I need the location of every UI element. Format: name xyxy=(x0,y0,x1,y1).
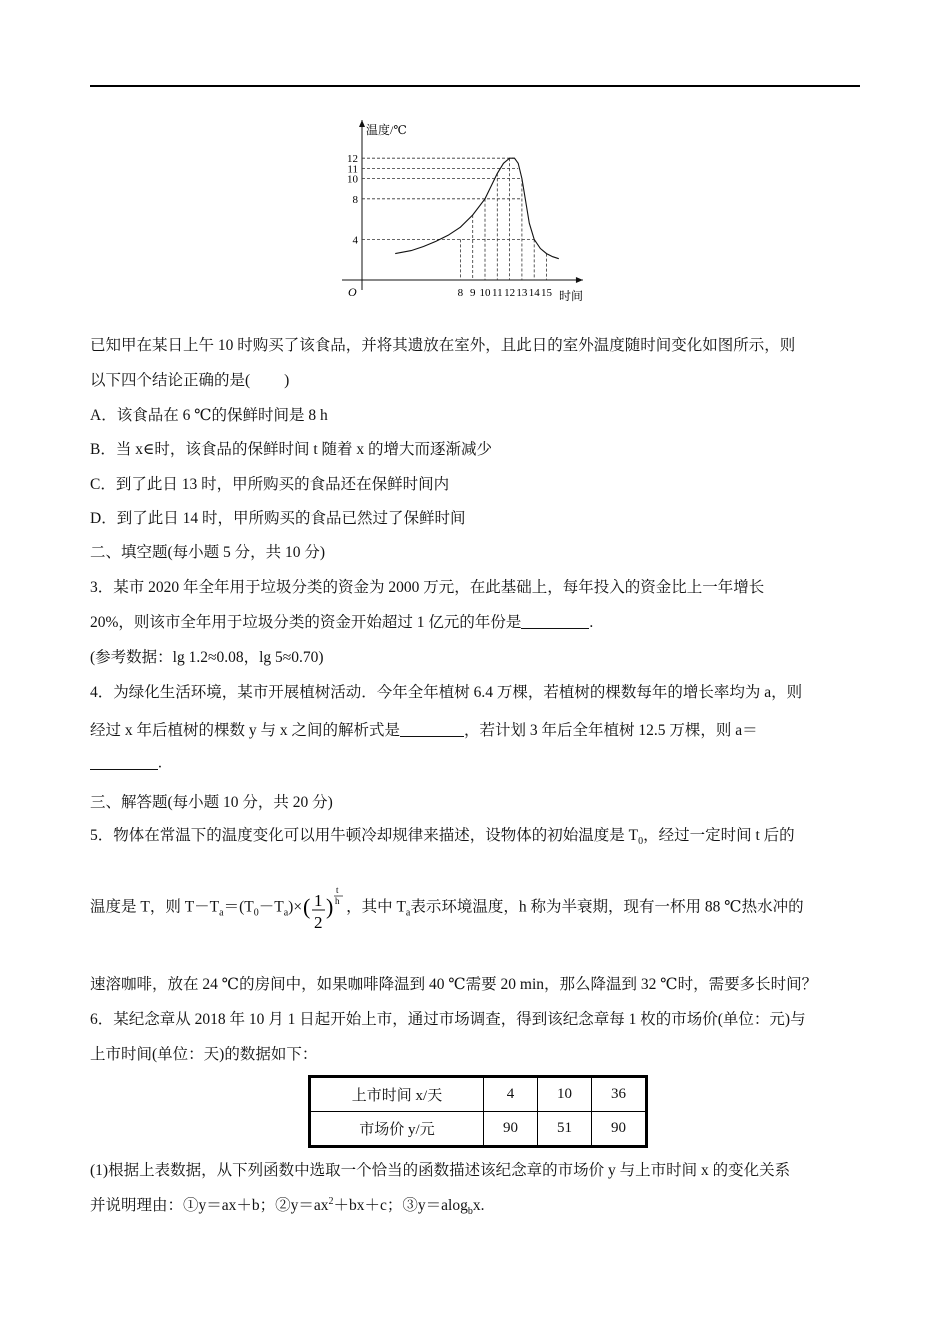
q4-blank-2 xyxy=(90,753,158,770)
table-cell: 51 xyxy=(538,1112,592,1147)
q5-formula-d: )× xyxy=(288,898,303,916)
q6-line-2: 上市时间(单位：天)的数据如下： xyxy=(90,1046,318,1063)
x-tick-label: 13 xyxy=(516,287,528,299)
q5-text-b: ，经过一定时间 t 后的 xyxy=(643,827,795,844)
frac-numerator: 1 xyxy=(314,891,323,910)
y-tick-label: 8 xyxy=(352,193,358,206)
q5-line-1 xyxy=(90,823,795,847)
intro-line-2 xyxy=(90,368,289,390)
q6-part1-line-2 xyxy=(90,1193,484,1217)
q3-text: 20%，则该市全年用于垃圾分类的资金开始超过 1 亿元的年份是 xyxy=(90,614,522,631)
q5-formula-a: 温度是 T，则 T－T xyxy=(90,898,220,916)
origin-label: O xyxy=(348,285,357,299)
y-tick-label: 12 xyxy=(347,153,358,166)
temperature-curve xyxy=(395,158,559,259)
q5-sub-a1: a xyxy=(219,907,224,919)
q5-sub-0: 0 xyxy=(638,836,644,848)
table-header-time: 上市时间 x/天 xyxy=(310,1077,484,1112)
y-tick-label: 10 xyxy=(347,173,358,186)
x-tick-label: 11 xyxy=(492,287,503,299)
q4-text-b: ，若计划 3 年后全年植树 12.5 万棵，则 a＝ xyxy=(464,722,758,739)
q3-reference: (参考数据：lg 1.2≈0.08，lg 5≈0.70) xyxy=(90,649,324,666)
q5-line-2 xyxy=(90,885,804,932)
q5-formula-e: ，其中 T xyxy=(346,898,406,916)
q5-sub-02: 0 xyxy=(253,907,259,919)
q5-line-3: 速溶咖啡，放在 24 ℃的房间中，如果咖啡降温到 40 ℃需要 20 min，那么降温到 32 ℃时，需要多长时间？ xyxy=(90,976,818,993)
q3-line-2 xyxy=(90,610,593,632)
half-power-fraction xyxy=(302,885,346,932)
y-tick-label: 11 xyxy=(347,163,358,176)
q4-line-3 xyxy=(90,753,162,773)
q6-line-1: 6．某纪念章从 2018 年 10 月 1 日起开始上市，通过市场调查，得到该纪念章每 1 枚的市场价(单位：元)与 xyxy=(90,1011,806,1028)
x-tick-label: 10 xyxy=(479,287,491,299)
q6-sup-2: 2 xyxy=(328,1195,334,1207)
y-tick-label: 4 xyxy=(352,234,358,247)
q3-period: . xyxy=(589,614,594,631)
option-b: B．当 x∈时，该食品的保鲜时间 t 随着 x 的增大而逐渐减少 xyxy=(90,441,492,458)
q6-part1-line-1: (1)根据上表数据，从下列函数中选取一个恰当的函数描述该纪念章的市场价 y 与上市时间 x 的变化关系 xyxy=(90,1162,791,1179)
q6-func-b: ＋bx＋c；③y＝alog xyxy=(333,1197,468,1214)
x-axis-arrow xyxy=(576,277,583,283)
table-row xyxy=(310,1112,647,1147)
table-cell: 4 xyxy=(484,1077,538,1112)
header-rule xyxy=(90,85,860,87)
q6-sub-b: b xyxy=(467,1206,473,1218)
table-cell: 10 xyxy=(538,1077,592,1112)
q5-sub-a2: a xyxy=(283,907,289,919)
q4-text-a: 经过 x 年后植树的棵数 y 与 x 之间的解析式是 xyxy=(90,722,401,739)
q5-text-a: 5．物体在常温下的温度变化可以用牛顿冷却规律来描述，设物体的初始温度是 T xyxy=(90,827,639,844)
y-axis-arrow xyxy=(359,120,365,127)
table-cell: 90 xyxy=(484,1112,538,1147)
exp-numerator: t xyxy=(336,885,339,895)
table-row xyxy=(310,1077,647,1112)
x-tick-label: 9 xyxy=(469,287,476,299)
chart-layer xyxy=(342,120,583,303)
q4-blank-1 xyxy=(400,721,464,738)
table-cell: 36 xyxy=(592,1077,647,1112)
q3-line-1: 3．某市 2020 年全年用于垃圾分类的资金为 2000 万元，在此基础上，每年投入的资金比上一年增长 xyxy=(90,579,765,596)
x-tick-label: 14 xyxy=(528,287,540,299)
x-axis-label: 时间 xyxy=(558,289,583,303)
temperature-chart xyxy=(330,112,620,304)
x-tick-label: 15 xyxy=(541,287,552,299)
frac-denominator: 2 xyxy=(314,913,323,932)
frac-paren-right: ) xyxy=(326,894,334,919)
table-cell: 90 xyxy=(592,1112,647,1147)
option-c: C．到了此日 13 时，甲所购买的食品还在保鲜时间内 xyxy=(90,476,450,493)
q6-func-a: 并说明理由：①y＝ax＋b；②y＝ax xyxy=(90,1197,329,1214)
q6-func-c: x. xyxy=(472,1197,485,1214)
x-tick-label: 8 xyxy=(457,287,464,299)
intro-paren-close: ) xyxy=(284,372,290,389)
q4-period: . xyxy=(158,754,162,772)
table-header-price: 市场价 y/元 xyxy=(310,1112,484,1147)
q4-line-1: 4．为绿化生活环境，某市开展植树活动．今年全年植树 6.4 万棵，若植树的棵数每年的增长率均为 a，则 xyxy=(90,684,803,701)
y-axis-label: 温度/℃ xyxy=(366,123,407,137)
x-tick-label: 12 xyxy=(504,287,516,299)
option-d: D．到了此日 14 时，甲所购买的食品已然过了保鲜时间 xyxy=(90,510,466,527)
frac-paren-left: ( xyxy=(303,894,311,919)
q5-sub-a3: a xyxy=(405,907,411,919)
exp-denominator: h xyxy=(335,896,340,906)
q5-formula-c: －T xyxy=(258,898,284,916)
q5-formula-f: 表示环境温度，h 称为半衰期，现有一杯用 88 ℃热水冲的 xyxy=(410,898,804,916)
price-table xyxy=(308,1075,648,1148)
q3-answer-blank xyxy=(521,613,589,630)
q5-formula-b: ＝(T xyxy=(223,898,254,916)
section-2-heading: 二、填空题(每小题 5 分，共 10 分) xyxy=(90,544,326,561)
q4-line-2 xyxy=(90,718,758,740)
intro-question: 以下四个结论正确的是( xyxy=(90,372,251,389)
intro-line-1: 已知甲在某日上午 10 时购买了该食品，并将其遗放在室外，且此日的室外温度随时间变化如图所示，则 xyxy=(90,337,796,354)
section-3-heading: 三、解答题(每小题 10 分，共 20 分) xyxy=(90,794,333,811)
option-a: A．该食品在 6 ℃的保鲜时间是 8 h xyxy=(90,407,328,424)
